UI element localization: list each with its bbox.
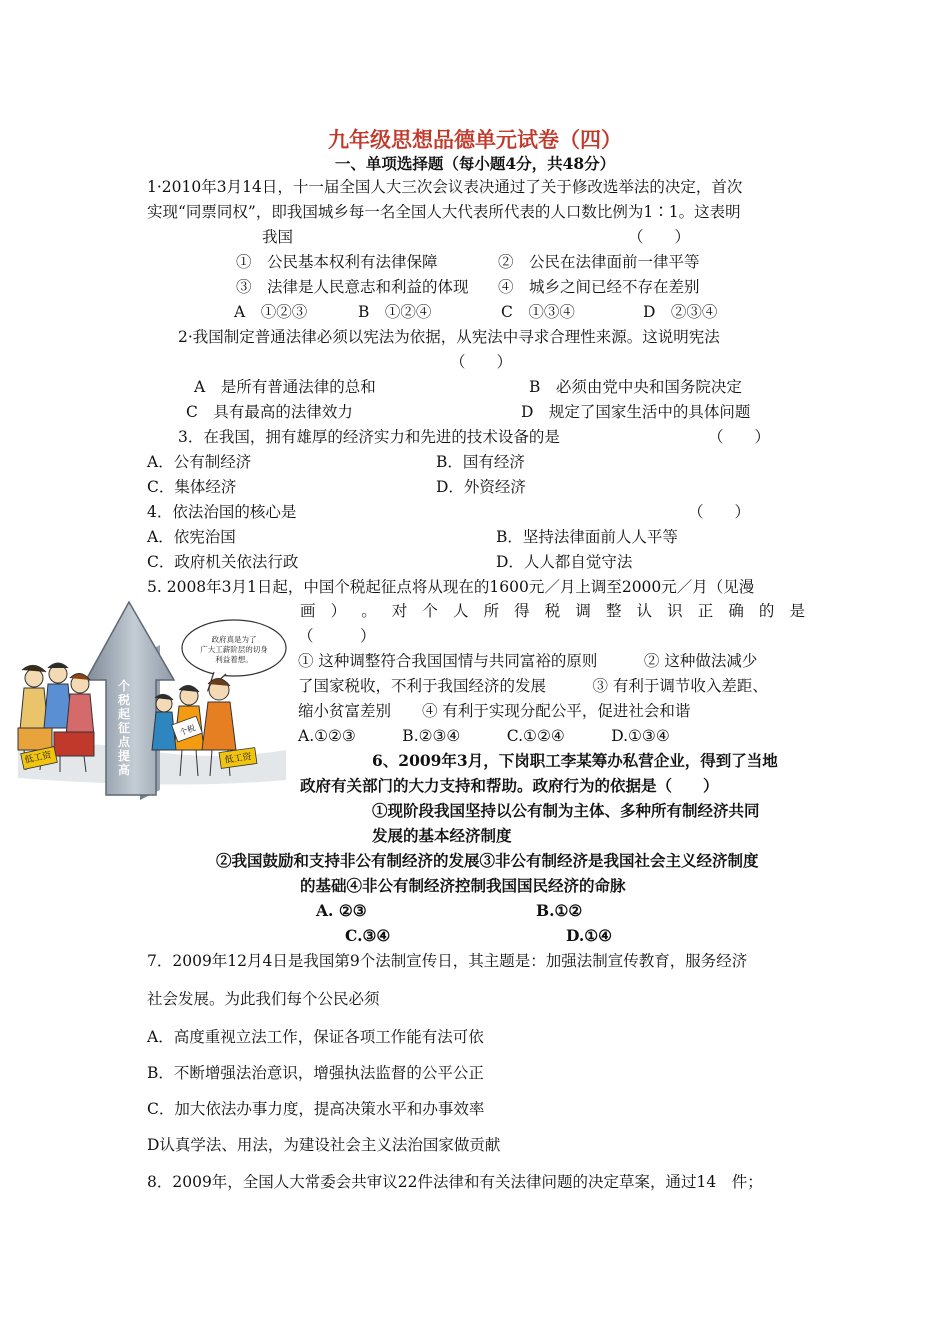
q1-statement-3: ③ 法律是人民意志和利益的体现 [236,278,469,296]
q7-line2: 社会发展。为此我们每个公民必须 [147,990,380,1008]
bubble-text-2: 广大工薪阶层的切身 [200,645,268,654]
q2-choice-a: A 是所有普通法律的总和 [194,378,376,396]
q7-choice-a: A．高度重视立法工作，保证各项工作能有法可依 [147,1028,484,1046]
q3-line1: 3．在我国，拥有雄厚的经济实力和先进的技术设备的是 [178,428,560,446]
q7-line1: 7．2009年12月4日是我国第9个法制宣传日，其主题是：加强法制宣传教育，服务经济 [147,952,748,970]
q4-choice-b: B．坚持法律面前人人平等 [496,528,678,546]
q1-line2: 实现“同票同权”，即我国城乡每一名全国人大代表所代表的人口数比例为1∶1。这表明 [147,203,741,221]
q5-line1: 5. 2008年3月1日起，中国个税起征点将从现在的1600元／月上调至2000元／月（见漫 [147,578,755,596]
q6-choice-d: D.①④ [566,926,613,945]
q3-answer-bracket: （ ） [708,428,771,446]
q2-choice-b: B 必须由党中央和国务院决定 [529,378,742,396]
middle-sign-text: 个税 [178,723,197,738]
q6-choice-c: C.③④ [345,926,391,945]
arrow-char-2: 税 [117,693,131,707]
q1-answer-bracket: （ ） [628,228,691,246]
bubble-text-3: 利益着想。 [215,655,253,664]
q1-choice-b: B ①②④ [358,303,432,321]
arrow-char-3: 起 [117,707,131,721]
arrow-char-1: 个 [117,679,131,693]
q2-answer-bracket: （ ） [450,353,513,371]
q7-choice-c: C．加大依法办事力度，提高决策水平和办事效率 [147,1100,485,1118]
tax-threshold-cartoon [14,600,290,800]
q7-choice-b: B．不断增强法治意识，增强执法监督的公平公正 [147,1064,484,1082]
q1-choice-c: C ①③④ [501,303,575,321]
q1-line1: 1·2010年3月14日，十一届全国人大三次会议表决通过了关于修改选举法的决定，首次 [147,178,743,196]
q1-statement-2: ② 公民在法律面前一律平等 [498,253,700,271]
q1-choice-a: A ①②③ [234,303,308,321]
q5-answer-bracket: （ ） [298,627,376,645]
q5-choices: A.①②③ B.②③④ C.①②④ D.①③④ [298,727,670,745]
q4-choice-c: C．政府机关依法行政 [147,553,299,571]
q3-choice-d: D．外资经济 [436,478,526,496]
q4-line1: 4．依法治国的核心是 [147,503,297,521]
q2-line1: 2·我国制定普通法律必须以宪法为依据，从宪法中寻求合理性来源。这说明宪法 [178,328,720,346]
arrow-char-4: 征 [117,721,131,735]
q6-line1: 6、2009年3月，下岗职工李某筹办私营企业，得到了当地 [372,751,778,770]
q6-line4: 发展的基本经济制度 [372,826,512,845]
q8-line1: 8．2009年，全国人大常委会共审议22件法律和有关法律问题的决定草案，通过14 件； [147,1173,763,1191]
q6-line2: 政府有关部门的大力支持和帮助。政府行为的依据是（ ） [300,776,719,795]
q1-choice-d: D ②③④ [643,303,718,321]
q3-choice-c: C．集体经济 [147,478,237,496]
right-sign-text: 低工资 [224,752,253,766]
bubble-text-1: 政府真是为了 [211,635,257,644]
q5-line5: 了国家税收，不利于我国经济的发展 ③ 有利于调节收入差距、 [298,677,768,695]
q4-choice-d: D．人人都自觉守法 [496,553,633,571]
q4-choice-a: A．依宪治国 [147,528,236,546]
q2-choice-d: D 规定了国家生活中的具体问题 [521,403,751,421]
q5-line6: 缩小贫富差别 ④ 有利于实现分配公平，促进社会和谐 [298,702,691,720]
arrow-char-7: 高 [117,763,131,777]
q1-statement-4: ④ 城乡之间已经不存在差别 [498,278,700,296]
q6-line5: ②我国鼓励和支持非公有制经济的发展③非公有制经济是我国社会主义经济制度 [216,851,759,870]
arrow-label [117,678,131,777]
arrow-char-5: 点 [117,735,131,749]
q3-choice-b: B．国有经济 [436,453,525,471]
q1-line3: 我国 [262,228,294,246]
q6-choice-b: B.①② [536,901,583,920]
q7-choice-d: D认真学法、用法，为建设社会主义法治国家做贡献 [147,1136,501,1154]
q6-choice-a: A. ②③ [316,901,367,920]
q2-choice-c: C 具有最高的法律效力 [186,403,353,421]
left-sign-text: 低工资 [23,750,53,766]
q1-statement-1: ① 公民基本权利有法律保障 [236,253,438,271]
q6-line6: 的基础④非公有制经济控制我国国民经济的命脉 [300,876,626,895]
q3-choice-a: A．公有制经济 [147,453,252,471]
q4-answer-bracket: （ ） [688,503,751,521]
arrow-char-6: 提 [117,749,131,763]
page-title: 九年级思想品德单元试卷（四） [328,128,622,152]
q6-line3: ①现阶段我国坚持以公有制为主体、多种所有制经济共同 [372,801,760,820]
q5-line2: 画 ） 。 对 个 人 所 得 税 调 整 认 识 正 确 的 是 [300,602,806,620]
section-heading: 一、单项选择题（每小题4分，共48分） [334,154,616,173]
q5-line4: ① 这种调整符合我国国情与共同富裕的原则 ② 这种做法减少 [298,652,758,670]
